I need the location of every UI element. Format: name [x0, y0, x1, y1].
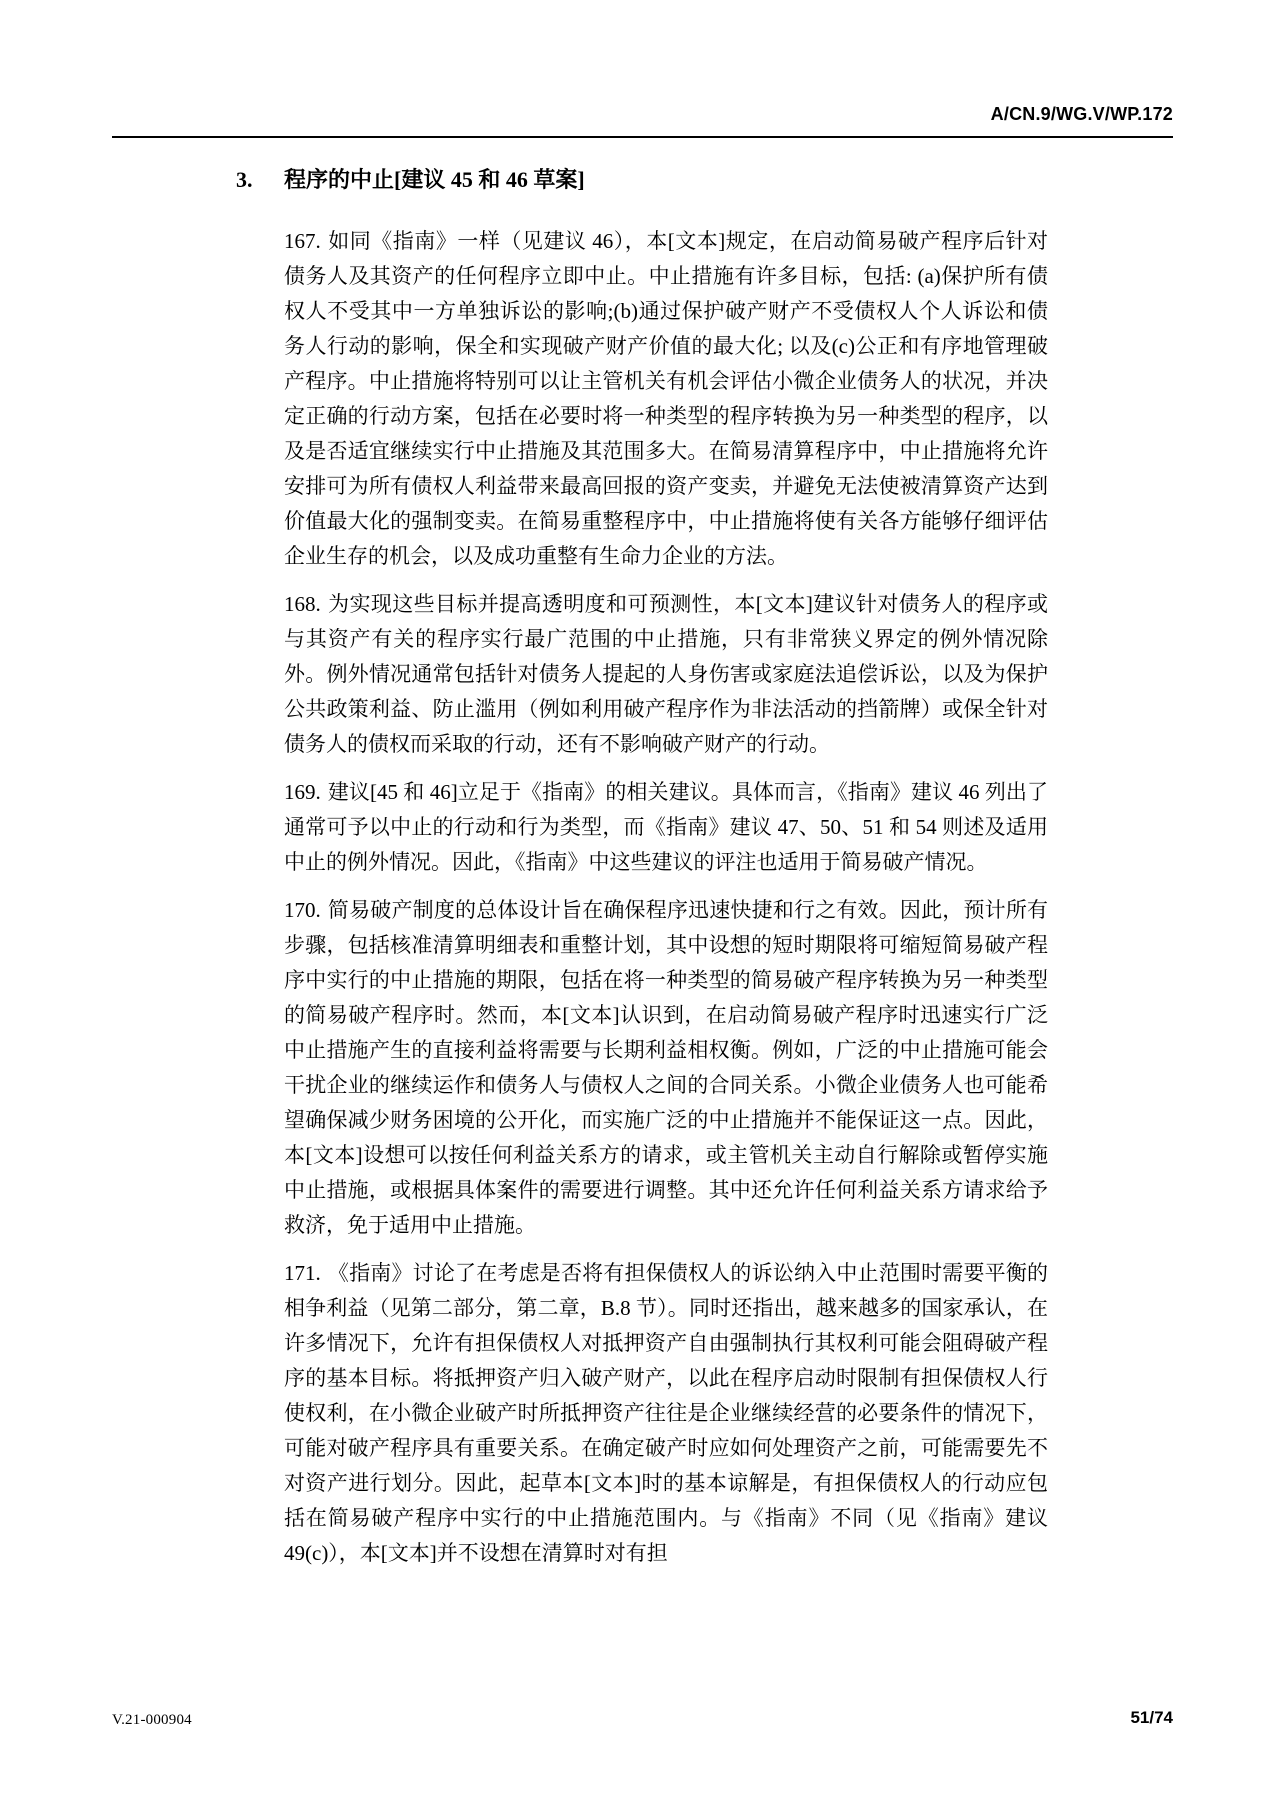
paragraph-text: 如同《指南》一样（见建议 46），本[文本]规定，在启动简易破产程序后针对债务人及其资产的任何程序立即中止。中止措施有许多目标，包括: (a)保护所有债权人不受其中一方单独诉讼的影响;(b)通过保护破产财产不受债权人个人诉讼和债务人行动的影响，保全和实现破产财产价值的最大化; 以及(c)公正和有序地管理破产程序。中止措施将特别可以让主管机关有机会评估小微企业债务人的状况，并决定正确的行动方案，包括在必要时将一种类型的程序转换为另一种类型的程序，以及是否适宜继续实行中止措施及其范围多大。在简易清算程序中，中止措施将允许安排可为所有债权人利益带来最高回报的资产变卖，并避免无法使被清算资产达到价值最大化的强制变卖。在简易重整程序中，中止措施将使有关各方能够仔细评估企业生存的机会，以及成功重整有生命力企业的方法。 — [284, 229, 1048, 568]
paragraph-number: 169. — [284, 780, 321, 804]
paragraph-168 — [284, 587, 1048, 762]
paragraph-text: 《指南》讨论了在考虑是否将有担保债权人的诉讼纳入中止范围时需要平衡的相争利益（见第二部分，第二章，B.8 节）。同时还指出，越来越多的国家承认，在许多情况下，允许有担保债权人对抵押资产自由强制执行其权利可能会阻碍破产程序的基本目标。将抵押资产归入破产财产，以此在程序启动时限制有担保债权人行使权利，在小微企业破产时所抵押资产往往是企业继续经营的必要条件的情况下，可能对破产程序具有重要关系。在确定破产时应如何处理资产之前，可能需要先不对资产进行划分。因此，起草本[文本]时的基本谅解是，有担保债权人的行动应包括在简易破产程序中实行的中止措施范围内。与《指南》不同（见《指南》建议 49(c)），本[文本]并不设想在清算时对有担 — [284, 1261, 1048, 1565]
paragraph-number: 170. — [284, 898, 321, 922]
paragraph-text: 为实现这些目标并提高透明度和可预测性，本[文本]建议针对债务人的程序或与其资产有关的程序实行最广范围的中止措施，只有非常狭义界定的例外情况除外。例外情况通常包括针对债务人提起的人身伤害或家庭法追偿诉讼，以及为保护公共政策利益、防止滥用（例如利用破产程序作为非法活动的挡箭牌）或保全针对债务人的债权而采取的行动，还有不影响破产财产的行动。 — [284, 592, 1048, 756]
section-number: 3. — [236, 167, 253, 192]
paragraph-text: 建议[45 和 46]立足于《指南》的相关建议。具体而言，《指南》建议 46 列出了通常可予以中止的行动和行为类型，而《指南》建议 47、50、51 和 54 则述及适用中止的例外情况。因此，《指南》中这些建议的评注也适用于简易破产情况。 — [284, 780, 1048, 874]
paragraph-text: 简易破产制度的总体设计旨在确保程序迅速快捷和行之有效。因此，预计所有步骤，包括核准清算明细表和重整计划，其中设想的短时期限将可缩短简易破产程序中实行的中止措施的期限，包括在将一种类型的简易破产程序转换为另一种类型的简易破产程序时。然而，本[文本]认识到，在启动简易破产程序时迅速实行广泛中止措施产生的直接利益将需要与长期利益相权衡。例如，广泛的中止措施可能会干扰企业的继续运作和债务人与债权人之间的合同关系。小微企业债务人也可能希望确保减少财务困境的公开化，而实施广泛的中止措施并不能保证这一点。因此，本[文本]设想可以按任何利益关系方的请求，或主管机关主动自行解除或暂停实施中止措施，或根据具体案件的需要进行调整。其中还允许任何利益关系方请求给予救济，免于适用中止措施。 — [284, 898, 1048, 1237]
section-title: 程序的中止[建议 45 和 46 草案] — [284, 167, 585, 192]
header-rule — [112, 136, 1173, 138]
footer-job-number: V.21-000904 — [112, 1712, 192, 1728]
paragraph-number: 167. — [284, 229, 321, 253]
document-symbol: A/CN.9/WG.V/WP.172 — [990, 104, 1173, 124]
footer-page-indicator: 51/74 — [1130, 1708, 1173, 1727]
document-body — [284, 224, 1048, 1584]
paragraph-167 — [284, 224, 1048, 574]
paragraph-169 — [284, 775, 1048, 880]
paragraph-170 — [284, 893, 1048, 1243]
paragraph-171 — [284, 1256, 1048, 1571]
paragraph-number: 168. — [284, 592, 321, 616]
paragraph-number: 171. — [284, 1261, 321, 1285]
section-heading — [236, 166, 1173, 194]
